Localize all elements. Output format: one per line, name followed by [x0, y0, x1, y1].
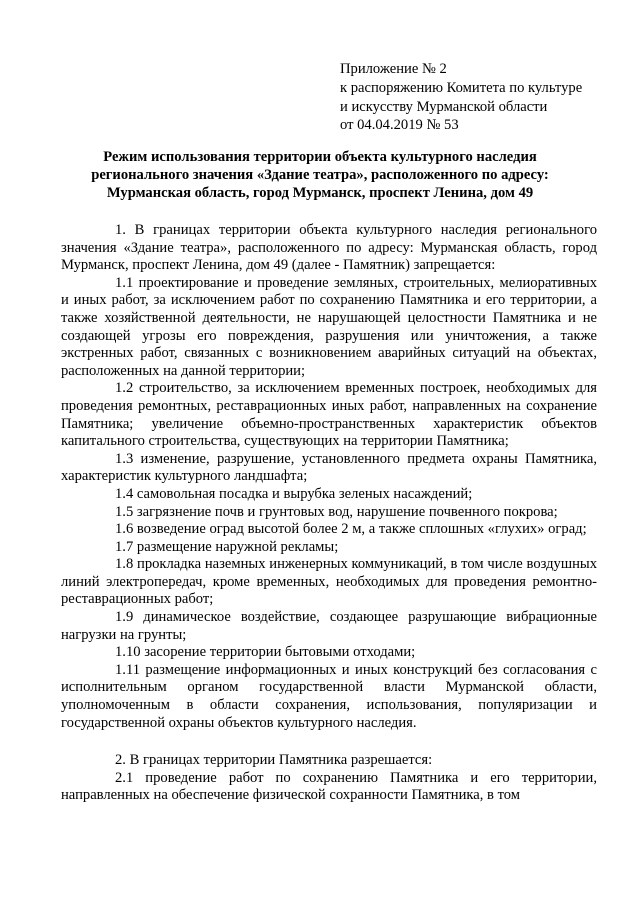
paragraph-item-1-2: 1.2 строительство, за исключением временных построек, необходимых для проведения ремонтных, реставрационных иных работ, направленных на сохранение Памятника; увеличение объемно-пространственных характеристик объектов капитального строительства, существующих на территории Памятника;	[61, 380, 597, 450]
paragraph-item-1-5: 1.5 загрязнение почв и грунтовых вод, нарушение почвенного покрова;	[115, 503, 558, 520]
paragraph-item-1-7: 1.7 размещение наружной рекламы;	[115, 538, 339, 555]
appendix-number: Приложение № 2	[340, 61, 447, 77]
paragraph-item-1-6: 1.6 возведение оград высотой более 2 м, а также сплошных «глухих» оград;	[115, 521, 587, 538]
document-body	[61, 222, 597, 805]
appendix-order-ref: к распоряжению Комитета по культуре	[340, 79, 583, 96]
paragraph-item-1-10: 1.10 засорение территории бытовыми отходами;	[115, 644, 416, 661]
appendix-authority: и искусству Мурманской области	[340, 98, 548, 115]
paragraph-item-2-1: 2.1 проведение работ по сохранению Памятника и его территории, направленных на обеспечение физической сохранности Памятника, в том	[61, 769, 597, 804]
appendix-header	[340, 60, 630, 135]
paragraph-item-1-11: 1.11 размещение информационных и иных конструкций без согласования с исполнительным органом государственной власти Мурманской области, уполномоченным в области сохранения, использования, популяризации и государственной охраны объектов культурного наследия.	[61, 661, 597, 731]
paragraph-item-1-4: 1.4 самовольная посадка и вырубка зеленых насаждений;	[115, 485, 473, 502]
paragraph-item-1-9: 1.9 динамическое воздействие, создающее разрушающие вибрационные нагрузки на грунты;	[61, 609, 597, 643]
title-line: регионального значения «Здание театра», расположенного по адресу:	[91, 167, 549, 183]
paragraph-item-1-1: 1.1 проектирование и проведение земляных, строительных, мелиоративных и иных работ, за исключением работ по сохранению Памятника и его территории, а также хозяйственной деятельности, не нарушающей целостности Памятника и не создающей угрозы его повреждения, разрушения или уничтожения, а также экстренных работ, связанных с возникновением аварийных ситуаций на объектах, расположенных на данной территории;	[61, 274, 597, 379]
paragraph-section-2: 2. В границах территории Памятника разрешается:	[115, 752, 433, 769]
title-line: Мурманская область, город Мурманск, проспект Ленина, дом 49	[106, 185, 534, 201]
paragraph-item-1-3: 1.3 изменение, разрушение, установленного предмета охраны Памятника, характеристик культурного ландшафта;	[61, 450, 597, 485]
paragraph-section-1: 1. В границах территории объекта культурного наследия регионального значения «Здание театра», расположенного по адресу: Мурманская область, город Мурманск, проспект Ленина, дом 49 (далее - Памятник) запрещается:	[61, 222, 597, 274]
paragraph-item-1-8: 1.8 прокладка наземных инженерных коммуникаций, в том числе воздушных линий электропередач, кроме временных, необходимых для проведения ремонтно-реставрационных работ;	[61, 556, 597, 608]
title-line: Режим использования территории объекта культурного наследия	[103, 149, 537, 165]
appendix-date: от 04.04.2019 № 53	[340, 117, 459, 134]
document-title	[60, 148, 580, 202]
